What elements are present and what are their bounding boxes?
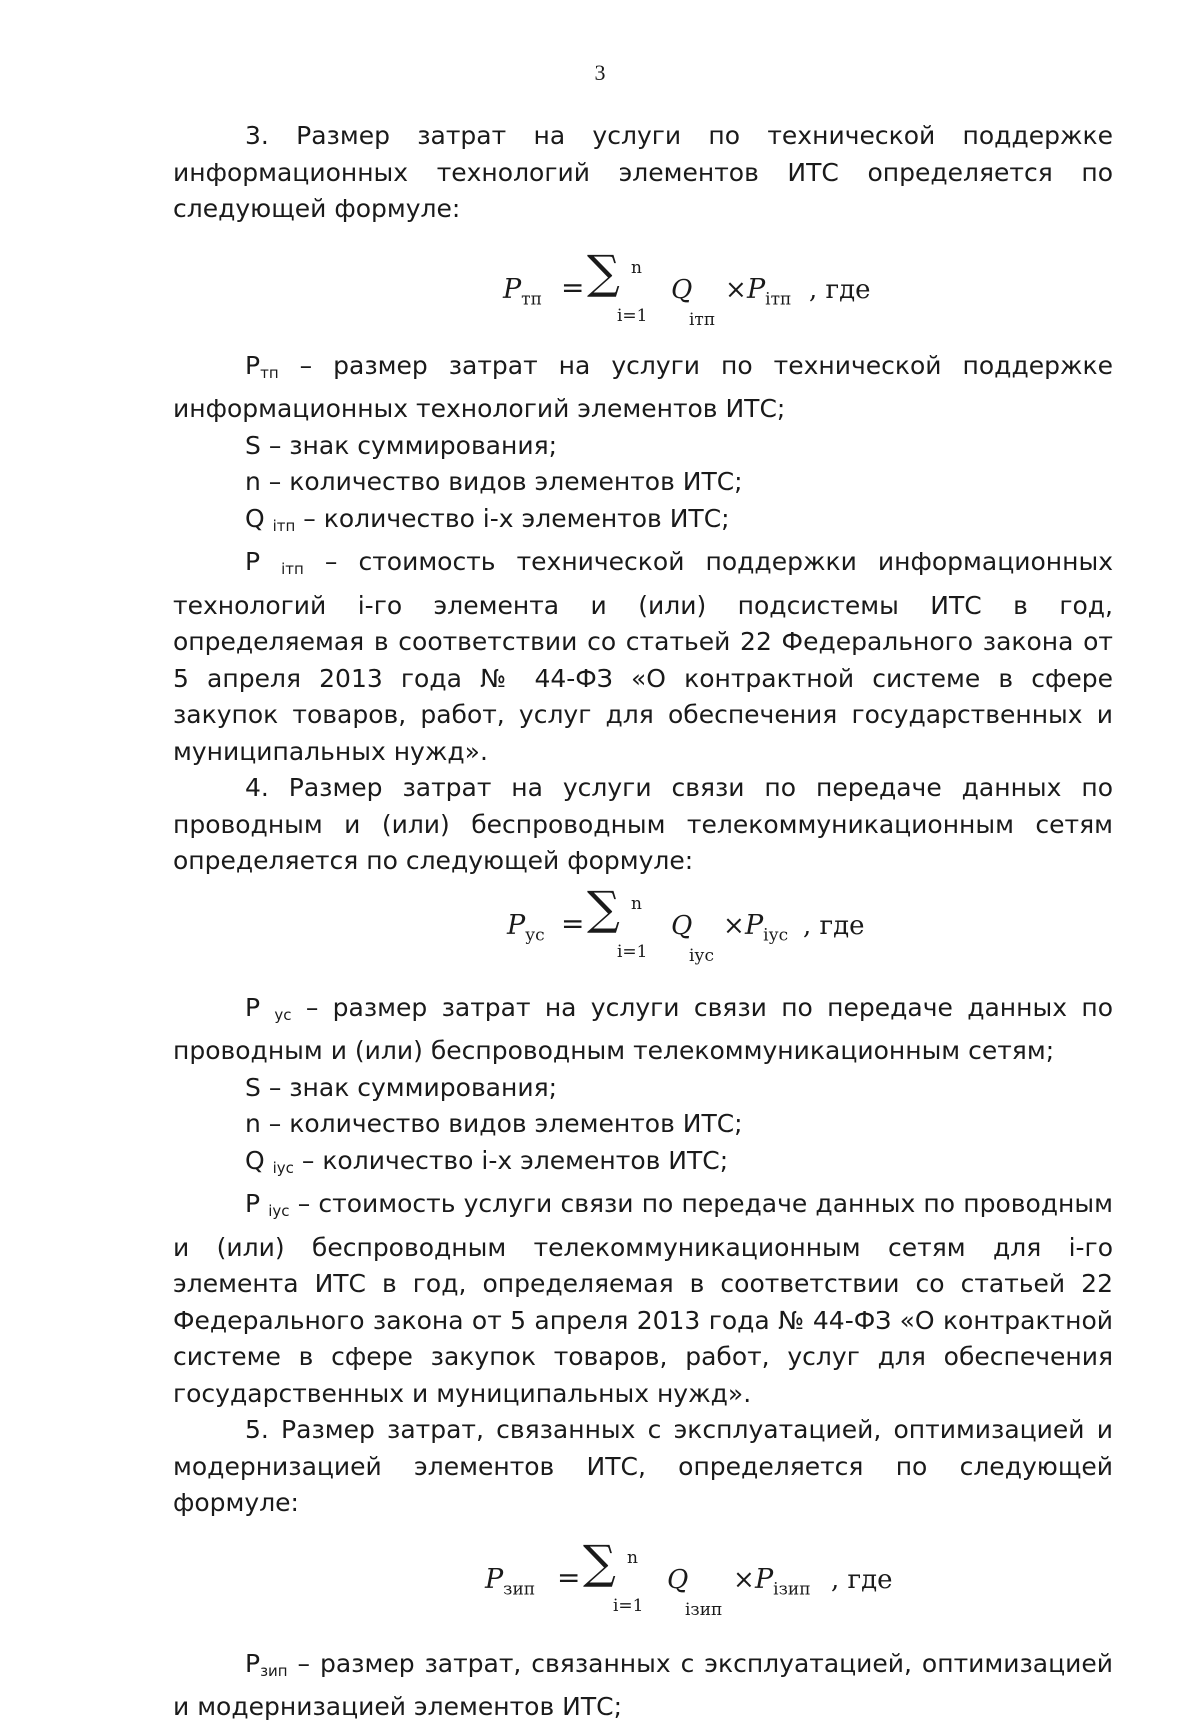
definition-n: n – количество видов элементов ИТС; [245, 1109, 743, 1138]
formula-q: Q [671, 274, 693, 305]
formula-times: × [733, 1564, 755, 1595]
formula-rhs: $P_{iзип}$ [755, 1563, 811, 1599]
formula-zip [173, 1522, 1113, 1646]
formula-tail: , где [809, 274, 871, 305]
sum-upper-limit: n [631, 257, 642, 278]
definition-p-us: P ус – размер затрат на услуги связи по передаче данных по проводным и (или) беспроводным телекоммуникационным сетям; [173, 992, 1113, 1065]
section-3-intro: 3. Размер затрат на услуги по технической поддержке информационных технологий элементов ИТС определяется по следующей формуле: [173, 121, 1113, 223]
definition-p-ius: P iус – стоимость услуги связи по передаче данных по проводным и (или) беспроводным телекоммуникационным сетям для i-го элемента ИТС в год, определяемая в соответствии со статьей 22 Федерального закона от 5 апреля 2013 года № 44-ФЗ «О контрактной системе в сфере закупок товаров, работ, услуг для обеспечения государственных и муниципальных нужд». [173, 1189, 1113, 1408]
sum-lower-limit: i=1 [617, 305, 648, 326]
sum-lower-limit: i=1 [613, 1595, 644, 1616]
formula-q-subscript: iус [689, 945, 714, 966]
sum-upper-limit: n [631, 893, 642, 914]
sum-upper-limit: n [627, 1547, 638, 1568]
definition-p-zip: Pзип – размер затрат, связанных с эксплуатацией, оптимизацией и модернизацией элементов ИТС; [173, 1648, 1113, 1721]
formula-rhs: $P_{iтп}$ [747, 273, 792, 309]
formula-us [173, 880, 1113, 990]
sum-lower-limit: i=1 [617, 941, 648, 962]
section-5-intro: 5. Размер затрат, связанных с эксплуатацией, оптимизацией и модернизацией элементов ИТС, определяется по следующей формуле: [173, 1415, 1113, 1517]
formula-equals: = [561, 270, 585, 304]
formula-q-subscript: iзип [685, 1599, 723, 1620]
formula-q: Q [667, 1564, 689, 1595]
definition-n: n – количество видов элементов ИТС; [245, 467, 743, 496]
formula-times: × [725, 274, 747, 305]
definition-q-ius: Q iус – количество i-х элементов ИТС; [245, 1145, 729, 1177]
sum-sign: ∑ [587, 880, 620, 935]
formula-lhs: $P_{ус}$ [507, 909, 545, 945]
sum-sign: ∑ [587, 244, 620, 299]
sum-sign: ∑ [583, 1534, 616, 1589]
formula-equals: = [557, 1560, 581, 1594]
page-number: 3 [594, 60, 606, 85]
formula-tail: , где [831, 1564, 893, 1595]
formula-rhs: $P_{iус}$ [745, 909, 789, 945]
definition-p-itp: P iтп – стоимость технической поддержки информационных технологий i-го элемента и (или) подсистемы ИТС в год, определяемая в соответствии со статьей 22 Федерального закона от 5 апреля 2013 года № 44-ФЗ «О контрактной системе в сфере закупок товаров, работ, услуг для обеспечения государственных и муниципальных нужд». [173, 547, 1113, 766]
formula-tail: , где [803, 910, 865, 941]
definition-s: S – знак суммирования; [245, 1072, 558, 1102]
formula-tp [173, 228, 1113, 348]
formula-lhs: $P_{тп}$ [503, 273, 542, 309]
formula-q-subscript: iтп [689, 309, 716, 330]
definition-q-itp: Q iтп – количество i-х элементов ИТС; [245, 503, 730, 535]
formula-equals: = [561, 906, 585, 940]
document-body [173, 118, 1113, 1726]
definition-p-tp: Pтп – размер затрат на услуги по технической поддержке информационных технологий элементов ИТС; [173, 350, 1113, 423]
section-4-intro: 4. Размер затрат на услуги связи по передаче данных по проводным и (или) беспроводным телекоммуникационным сетям определяется по следующей формуле: [173, 773, 1113, 875]
formula-times: × [723, 910, 745, 941]
formula-q: Q [671, 910, 693, 941]
definition-s: S – знак суммирования; [245, 430, 558, 460]
formula-lhs: $P_{зип}$ [485, 1563, 536, 1599]
